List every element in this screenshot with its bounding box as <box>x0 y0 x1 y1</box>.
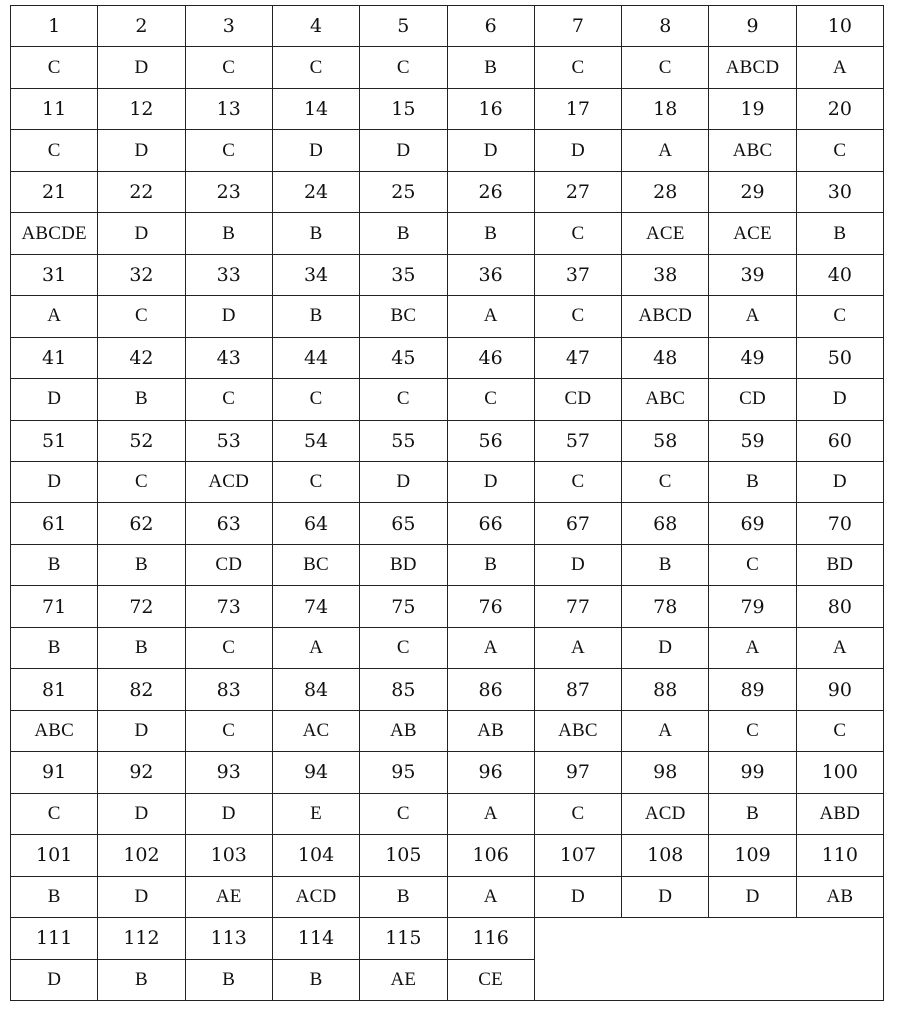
question-number-cell: 36 <box>448 255 535 296</box>
answer-cell: E <box>273 794 360 835</box>
question-number-cell: 70 <box>797 503 884 544</box>
answer-cell: ACE <box>622 213 709 254</box>
question-number-cell: 59 <box>709 421 796 462</box>
answer-cell: D <box>11 379 98 420</box>
answer-cell: C <box>535 47 622 88</box>
answer-cell: D <box>360 462 447 503</box>
answer-cell: C <box>448 379 535 420</box>
answer-cell: CD <box>535 379 622 420</box>
question-number-cell: 106 <box>448 835 535 876</box>
answer-cell: C <box>98 462 185 503</box>
question-number-cell: 7 <box>535 6 622 47</box>
question-number-cell: 61 <box>11 503 98 544</box>
answer-cell: ABCDE <box>11 213 98 254</box>
answer-cell: ACD <box>273 877 360 918</box>
question-number-cell: 51 <box>11 421 98 462</box>
answer-cell: ABC <box>535 711 622 752</box>
question-number-cell: 57 <box>535 421 622 462</box>
answer-cell: D <box>535 877 622 918</box>
answer-cell: D <box>273 130 360 171</box>
question-number-cell: 67 <box>535 503 622 544</box>
answer-cell: B <box>98 628 185 669</box>
question-number-cell: 79 <box>709 586 796 627</box>
answer-cell: B <box>273 296 360 337</box>
question-number-cell: 45 <box>360 338 447 379</box>
question-number-cell: 68 <box>622 503 709 544</box>
question-number-cell: 92 <box>98 752 185 793</box>
question-number-cell: 74 <box>273 586 360 627</box>
answer-cell: B <box>709 462 796 503</box>
question-number-cell: 83 <box>186 669 273 710</box>
answer-cell: B <box>360 877 447 918</box>
question-number-cell: 93 <box>186 752 273 793</box>
answer-cell: B <box>448 213 535 254</box>
answer-cell: A <box>273 628 360 669</box>
answer-cell: ABC <box>709 130 796 171</box>
answer-cell: A <box>535 628 622 669</box>
answer-cell: D <box>448 130 535 171</box>
question-number-cell: 88 <box>622 669 709 710</box>
answer-cell: C <box>186 711 273 752</box>
answer-cell: ABCD <box>709 47 796 88</box>
question-number-cell: 109 <box>709 835 796 876</box>
question-number-cell: 50 <box>797 338 884 379</box>
question-number-cell: 101 <box>11 835 98 876</box>
answer-cell: B <box>11 628 98 669</box>
question-number-cell: 4 <box>273 6 360 47</box>
question-number-cell: 41 <box>11 338 98 379</box>
question-number-cell: 96 <box>448 752 535 793</box>
question-number-cell: 102 <box>98 835 185 876</box>
answer-cell: A <box>797 47 884 88</box>
question-number-cell: 44 <box>273 338 360 379</box>
question-number-cell: 39 <box>709 255 796 296</box>
empty-area <box>535 918 884 1001</box>
answer-cell: ABC <box>11 711 98 752</box>
question-number-cell: 12 <box>98 89 185 130</box>
answer-key-table <box>10 5 884 1001</box>
answer-cell: A <box>448 794 535 835</box>
answer-cell: A <box>709 296 796 337</box>
answer-cell: D <box>98 130 185 171</box>
question-number-cell: 13 <box>186 89 273 130</box>
answer-cell: AB <box>360 711 447 752</box>
question-number-cell: 42 <box>98 338 185 379</box>
answer-cell: CD <box>709 379 796 420</box>
answer-cell: C <box>535 296 622 337</box>
answer-cell: AE <box>186 877 273 918</box>
answer-cell: C <box>186 379 273 420</box>
answer-cell: C <box>360 628 447 669</box>
question-number-cell: 3 <box>186 6 273 47</box>
answer-cell: B <box>11 877 98 918</box>
question-number-cell: 99 <box>709 752 796 793</box>
answer-cell: D <box>797 462 884 503</box>
answer-cell: C <box>273 47 360 88</box>
question-number-cell: 54 <box>273 421 360 462</box>
answer-cell: ABD <box>797 794 884 835</box>
question-number-cell: 112 <box>98 918 185 959</box>
question-number-cell: 11 <box>11 89 98 130</box>
answer-cell: D <box>98 47 185 88</box>
answer-cell: CD <box>186 545 273 586</box>
answer-cell: C <box>273 379 360 420</box>
answer-cell: D <box>98 794 185 835</box>
question-number-cell: 100 <box>797 752 884 793</box>
question-number-cell: 115 <box>360 918 447 959</box>
question-number-cell: 56 <box>448 421 535 462</box>
question-number-cell: 31 <box>11 255 98 296</box>
question-number-cell: 38 <box>622 255 709 296</box>
answer-cell: C <box>709 545 796 586</box>
question-number-cell: 10 <box>797 6 884 47</box>
answer-cell: AB <box>448 711 535 752</box>
question-number-cell: 22 <box>98 172 185 213</box>
answer-cell: C <box>360 794 447 835</box>
answer-cell: C <box>360 379 447 420</box>
question-number-cell: 5 <box>360 6 447 47</box>
answer-cell: BD <box>797 545 884 586</box>
question-number-cell: 52 <box>98 421 185 462</box>
question-number-cell: 55 <box>360 421 447 462</box>
question-number-cell: 1 <box>11 6 98 47</box>
answer-cell: A <box>622 130 709 171</box>
question-number-cell: 65 <box>360 503 447 544</box>
question-number-cell: 21 <box>11 172 98 213</box>
answer-cell: D <box>360 130 447 171</box>
question-number-cell: 29 <box>709 172 796 213</box>
answer-cell: C <box>622 462 709 503</box>
answer-cell: ACD <box>622 794 709 835</box>
answer-cell: B <box>797 213 884 254</box>
question-number-cell: 8 <box>622 6 709 47</box>
question-number-cell: 110 <box>797 835 884 876</box>
question-number-cell: 87 <box>535 669 622 710</box>
answer-cell: D <box>186 794 273 835</box>
question-number-cell: 40 <box>797 255 884 296</box>
answer-cell: A <box>622 711 709 752</box>
question-number-cell: 108 <box>622 835 709 876</box>
question-number-cell: 47 <box>535 338 622 379</box>
answer-cell: B <box>622 545 709 586</box>
answer-cell: D <box>535 130 622 171</box>
question-number-cell: 6 <box>448 6 535 47</box>
question-number-cell: 24 <box>273 172 360 213</box>
answer-cell: B <box>98 379 185 420</box>
answer-cell: ABCD <box>622 296 709 337</box>
answer-cell: B <box>360 213 447 254</box>
answer-cell: A <box>448 877 535 918</box>
question-number-cell: 28 <box>622 172 709 213</box>
answer-cell: CE <box>448 960 535 1001</box>
question-number-cell: 78 <box>622 586 709 627</box>
question-number-cell: 113 <box>186 918 273 959</box>
question-number-cell: 76 <box>448 586 535 627</box>
answer-cell: B <box>98 960 185 1001</box>
answer-cell: C <box>186 628 273 669</box>
question-number-cell: 85 <box>360 669 447 710</box>
question-number-cell: 62 <box>98 503 185 544</box>
question-number-cell: 23 <box>186 172 273 213</box>
answer-cell: C <box>273 462 360 503</box>
question-number-cell: 75 <box>360 586 447 627</box>
question-number-cell: 63 <box>186 503 273 544</box>
answer-cell: C <box>709 711 796 752</box>
question-number-cell: 48 <box>622 338 709 379</box>
question-number-cell: 90 <box>797 669 884 710</box>
question-number-cell: 81 <box>11 669 98 710</box>
answer-cell: B <box>448 545 535 586</box>
answer-cell: ACE <box>709 213 796 254</box>
question-number-cell: 73 <box>186 586 273 627</box>
question-number-cell: 89 <box>709 669 796 710</box>
question-number-cell: 84 <box>273 669 360 710</box>
question-number-cell: 60 <box>797 421 884 462</box>
question-number-cell: 17 <box>535 89 622 130</box>
question-number-cell: 72 <box>98 586 185 627</box>
answer-cell: C <box>535 213 622 254</box>
question-number-cell: 64 <box>273 503 360 544</box>
question-number-cell: 98 <box>622 752 709 793</box>
answer-cell: C <box>11 130 98 171</box>
answer-cell: D <box>98 877 185 918</box>
answer-cell: C <box>797 130 884 171</box>
answer-cell: C <box>797 296 884 337</box>
question-number-cell: 71 <box>11 586 98 627</box>
question-number-cell: 16 <box>448 89 535 130</box>
question-number-cell: 25 <box>360 172 447 213</box>
answer-cell: B <box>273 213 360 254</box>
question-number-cell: 103 <box>186 835 273 876</box>
answer-cell: C <box>360 47 447 88</box>
question-number-cell: 20 <box>797 89 884 130</box>
question-number-cell: 14 <box>273 89 360 130</box>
question-number-cell: 80 <box>797 586 884 627</box>
question-number-cell: 49 <box>709 338 796 379</box>
answer-cell: D <box>186 296 273 337</box>
question-number-cell: 15 <box>360 89 447 130</box>
question-number-cell: 104 <box>273 835 360 876</box>
answer-cell: AE <box>360 960 447 1001</box>
answer-cell: B <box>186 960 273 1001</box>
question-number-cell: 26 <box>448 172 535 213</box>
question-number-cell: 58 <box>622 421 709 462</box>
question-number-cell: 34 <box>273 255 360 296</box>
answer-cell: BC <box>273 545 360 586</box>
answer-cell: C <box>11 47 98 88</box>
question-number-cell: 82 <box>98 669 185 710</box>
answer-cell: D <box>622 877 709 918</box>
question-number-cell: 86 <box>448 669 535 710</box>
question-number-cell: 30 <box>797 172 884 213</box>
question-number-cell: 66 <box>448 503 535 544</box>
answer-cell: B <box>11 545 98 586</box>
answer-cell: C <box>11 794 98 835</box>
question-number-cell: 32 <box>98 255 185 296</box>
question-number-cell: 43 <box>186 338 273 379</box>
question-number-cell: 69 <box>709 503 796 544</box>
question-number-cell: 107 <box>535 835 622 876</box>
answer-cell: D <box>535 545 622 586</box>
question-number-cell: 9 <box>709 6 796 47</box>
answer-cell: A <box>448 628 535 669</box>
answer-cell: ACD <box>186 462 273 503</box>
answer-cell: D <box>11 960 98 1001</box>
answer-cell: D <box>709 877 796 918</box>
answer-cell: BC <box>360 296 447 337</box>
answer-cell: C <box>186 47 273 88</box>
question-number-cell: 105 <box>360 835 447 876</box>
answer-cell: C <box>622 47 709 88</box>
answer-cell: D <box>98 711 185 752</box>
question-number-cell: 19 <box>709 89 796 130</box>
question-number-cell: 91 <box>11 752 98 793</box>
answer-cell: D <box>11 462 98 503</box>
question-number-cell: 18 <box>622 89 709 130</box>
answer-cell: D <box>98 213 185 254</box>
question-number-cell: 46 <box>448 338 535 379</box>
answer-cell: A <box>709 628 796 669</box>
answer-cell: C <box>535 462 622 503</box>
answer-cell: C <box>535 794 622 835</box>
question-number-cell: 114 <box>273 918 360 959</box>
question-number-cell: 111 <box>11 918 98 959</box>
question-number-cell: 77 <box>535 586 622 627</box>
answer-cell: C <box>186 130 273 171</box>
answer-cell: AB <box>797 877 884 918</box>
answer-cell: C <box>797 711 884 752</box>
answer-cell: AC <box>273 711 360 752</box>
question-number-cell: 97 <box>535 752 622 793</box>
answer-cell: B <box>186 213 273 254</box>
answer-cell: A <box>11 296 98 337</box>
answer-cell: A <box>797 628 884 669</box>
answer-cell: D <box>797 379 884 420</box>
question-number-cell: 116 <box>448 918 535 959</box>
answer-cell: B <box>98 545 185 586</box>
answer-cell: B <box>709 794 796 835</box>
question-number-cell: 37 <box>535 255 622 296</box>
answer-cell: D <box>448 462 535 503</box>
answer-cell: B <box>273 960 360 1001</box>
answer-cell: D <box>622 628 709 669</box>
question-number-cell: 33 <box>186 255 273 296</box>
question-number-cell: 94 <box>273 752 360 793</box>
question-number-cell: 27 <box>535 172 622 213</box>
answer-cell: BD <box>360 545 447 586</box>
answer-cell: A <box>448 296 535 337</box>
question-number-cell: 2 <box>98 6 185 47</box>
answer-cell: C <box>98 296 185 337</box>
question-number-cell: 35 <box>360 255 447 296</box>
question-number-cell: 95 <box>360 752 447 793</box>
answer-cell: ABC <box>622 379 709 420</box>
question-number-cell: 53 <box>186 421 273 462</box>
answer-cell: B <box>448 47 535 88</box>
